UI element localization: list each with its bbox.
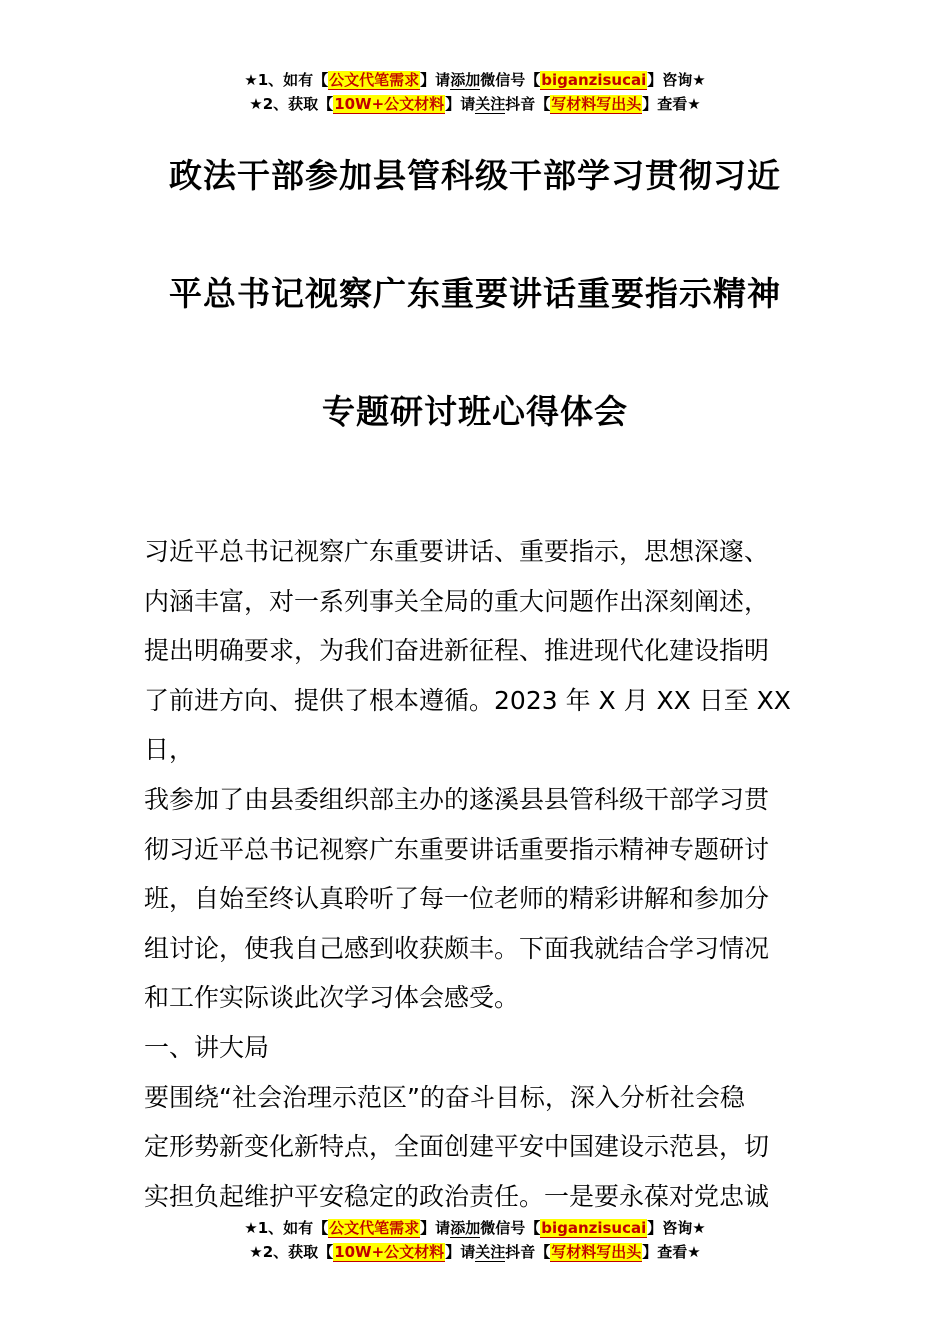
body-line: 习近平总书记视察广东重要讲话、重要指示，思想深邃、 bbox=[144, 537, 770, 566]
body-line: 彻习近平总书记视察广东重要讲话重要指示精神专题研讨 bbox=[144, 834, 770, 864]
promo-text: ★2、获取【 bbox=[249, 95, 334, 113]
body-line: 我参加了由县委组织部主办的遂溪县县管科级干部学习贯 bbox=[144, 784, 770, 814]
body-line: 组讨论，使我自己感到收获颇丰。下面我就结合学习情况 bbox=[144, 933, 770, 963]
promo-underlined-text: 添加 bbox=[450, 71, 481, 89]
header-promo-banner bbox=[0, 68, 950, 116]
section-heading: 一、讲大局 bbox=[144, 1032, 270, 1062]
promo-highlight: 10W+公文材料 bbox=[334, 1243, 445, 1261]
body-line: 要围绕“社会治理示范区”的奋斗目标，深入分析社会稳 bbox=[144, 1082, 745, 1112]
document-title-line-2: 平总书记视察广东重要讲话重要指示精神 bbox=[169, 274, 781, 313]
document-body bbox=[144, 527, 834, 1221]
promo-line-1 bbox=[0, 1216, 950, 1240]
promo-text: 】请 bbox=[420, 71, 451, 89]
promo-highlight: 10W+公文材料 bbox=[334, 95, 445, 113]
promo-text: ★1、如有【 bbox=[244, 1219, 329, 1237]
wechat-id-highlight: biganzisucai bbox=[541, 1219, 647, 1237]
document-title-line-1: 政法干部参加县管科级干部学习贯彻习近 bbox=[169, 156, 781, 195]
douyin-account-highlight: 写材料写出头 bbox=[551, 1243, 642, 1261]
promo-text: 】查看★ bbox=[642, 1243, 701, 1261]
body-line: 提出明确要求，为我们奋进新征程、推进现代化建设指明 bbox=[144, 636, 770, 666]
promo-highlight: 公文代笔需求 bbox=[329, 71, 420, 89]
promo-text: 】咨询★ bbox=[647, 1219, 706, 1237]
promo-text: 】请 bbox=[445, 1243, 476, 1261]
promo-text: 微信号【 bbox=[480, 71, 541, 89]
promo-text: 】请 bbox=[445, 95, 476, 113]
promo-text: 】查看★ bbox=[642, 95, 701, 113]
document-title-line-3: 专题研讨班心得体会 bbox=[322, 392, 628, 431]
promo-text: 】咨询★ bbox=[647, 71, 706, 89]
body-line: 定形势新变化新特点，全面创建平安中国建设示范县，切 bbox=[144, 1132, 770, 1162]
body-line: 班，自始至终认真聆听了每一位老师的精彩讲解和参加分 bbox=[144, 884, 770, 914]
promo-text: 抖音【 bbox=[505, 95, 551, 113]
promo-underlined-text: 添加 bbox=[450, 1219, 481, 1237]
promo-underlined-text: 关注 bbox=[475, 1243, 506, 1261]
douyin-account-highlight: 写材料写出头 bbox=[551, 95, 642, 113]
promo-text: 抖音【 bbox=[505, 1243, 551, 1261]
body-line: 了前进方向、提供了根本遵循。2023 年 X 月 XX 日至 XX 日， bbox=[144, 685, 791, 765]
promo-underlined-text: 关注 bbox=[475, 95, 506, 113]
promo-line-2 bbox=[0, 1240, 950, 1264]
promo-text: ★2、获取【 bbox=[249, 1243, 334, 1261]
promo-text: 】请 bbox=[420, 1219, 451, 1237]
wechat-id-highlight: biganzisucai bbox=[541, 71, 647, 89]
footer-promo-banner bbox=[0, 1216, 950, 1264]
body-line: 内涵丰富，对一系列事关全局的重大问题作出深刻阐述， bbox=[144, 586, 770, 616]
body-line: 和工作实际谈此次学习体会感受。 bbox=[144, 983, 520, 1013]
promo-line-1 bbox=[0, 68, 950, 92]
promo-line-2 bbox=[0, 92, 950, 116]
body-line: 实担负起维护平安稳定的政治责任。一是要永葆对党忠诚 bbox=[144, 1181, 770, 1211]
promo-text: ★1、如有【 bbox=[244, 71, 329, 89]
promo-text: 微信号【 bbox=[480, 1219, 541, 1237]
promo-highlight: 公文代笔需求 bbox=[329, 1219, 420, 1237]
